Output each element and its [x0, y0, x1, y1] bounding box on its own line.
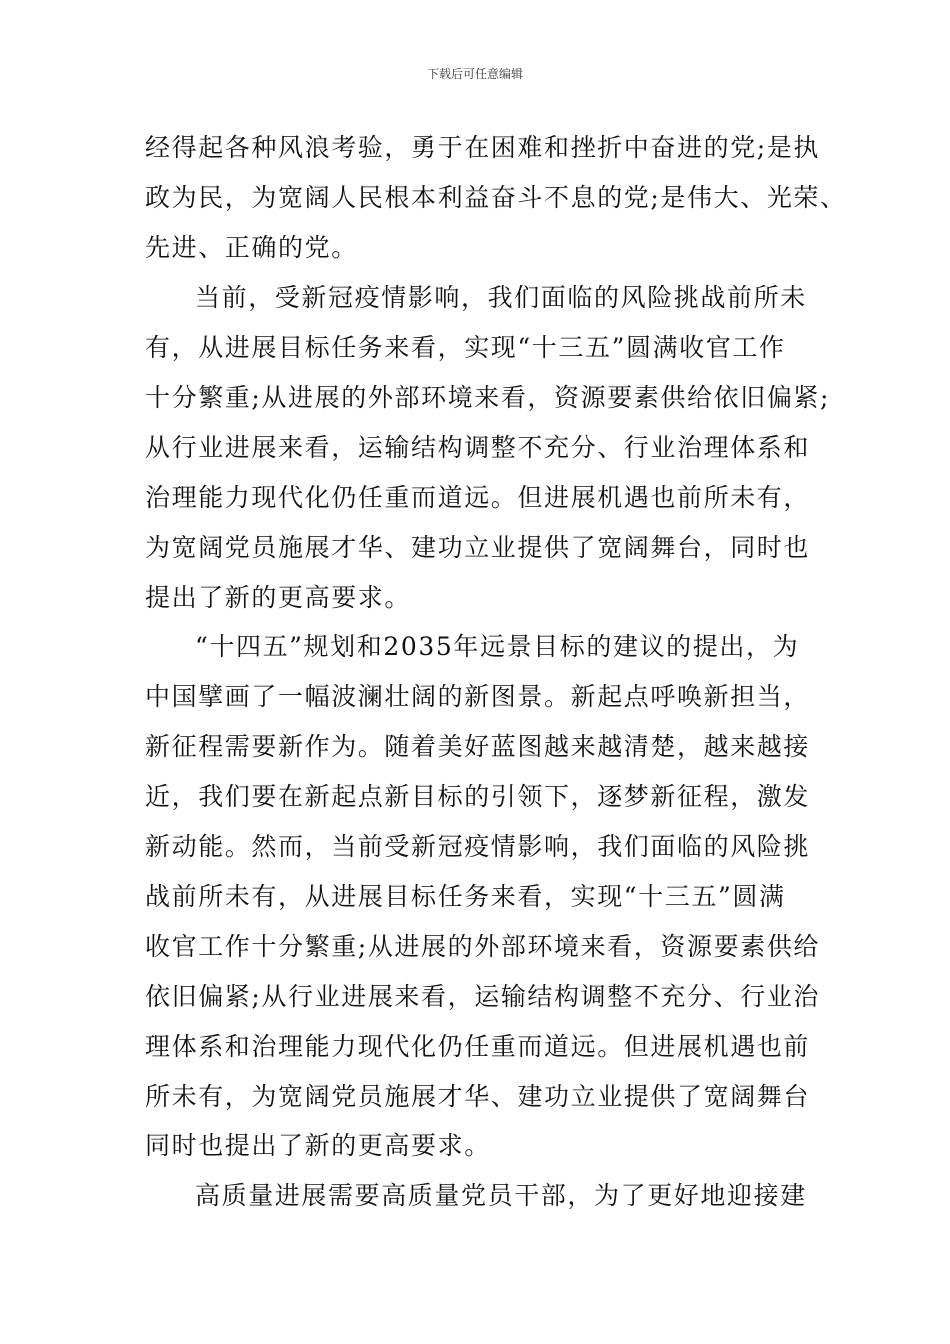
- text-line: 提出了新的更高要求。: [145, 583, 412, 612]
- text-line: 新征程需要新作为。随着美好蓝图越来越清楚，越来越接: [145, 732, 811, 761]
- text-line: 收官工作十分繁重;从进展的外部环境来看，资源要素供给: [145, 932, 821, 961]
- text-line: 经得起各种风浪考验，勇于在困难和挫折中奋进的党;是执: [145, 133, 821, 162]
- text-line: 理体系和治理能力现代化仍任重而道远。但进展机遇也前: [145, 1032, 811, 1061]
- text-line: 从行业进展来看，运输结构调整不充分、行业治理体系和: [145, 433, 811, 462]
- text-line: 有，从进展目标任务来看，实现“十三五”圆满收官工作: [145, 333, 786, 362]
- text-line: 所未有，为宽阔党员施展才华、建功立业提供了宽阔舞台: [145, 1082, 811, 1111]
- text-line: 依旧偏紧;从行业进展来看，运输结构调整不充分、行业治: [145, 982, 821, 1011]
- paragraph-first-line: 当前，受新冠疫情影响，我们面临的风险挑战前所未: [195, 283, 807, 312]
- page-header: 下载后可任意编辑: [426, 67, 523, 81]
- paragraph-first-line: “十四五”规划和2035年远景目标的建议的提出，为: [195, 632, 800, 661]
- text-line: 战前所未有，从进展目标任务来看，实现“十三五”圆满: [145, 882, 786, 911]
- text-line: 十分繁重;从进展的外部环境来看，资源要素供给依旧偏紧;: [145, 383, 831, 412]
- text-line: 新动能。然而，当前受新冠疫情影响，我们面临的风险挑: [145, 832, 811, 861]
- text-line: 近，我们要在新起点新目标的引领下，逐梦新征程，激发: [145, 782, 811, 811]
- text-line: 中国擘画了一幅波澜壮阔的新图景。新起点呼唤新担当，: [145, 682, 811, 711]
- text-line: 先进、正确的党。: [145, 233, 358, 262]
- text-line: 为宽阔党员施展才华、建功立业提供了宽阔舞台，同时也: [145, 533, 811, 562]
- paragraph-first-line: 高质量进展需要高质量党员干部，为了更好地迎接建: [195, 1181, 807, 1210]
- text-line: 政为民，为宽阔人民根本利益奋斗不息的党;是伟大、光荣、: [145, 183, 847, 212]
- text-line: 治理能力现代化仍任重而道远。但进展机遇也前所未有，: [145, 483, 811, 512]
- text-line: 同时也提出了新的更高要求。: [145, 1131, 491, 1160]
